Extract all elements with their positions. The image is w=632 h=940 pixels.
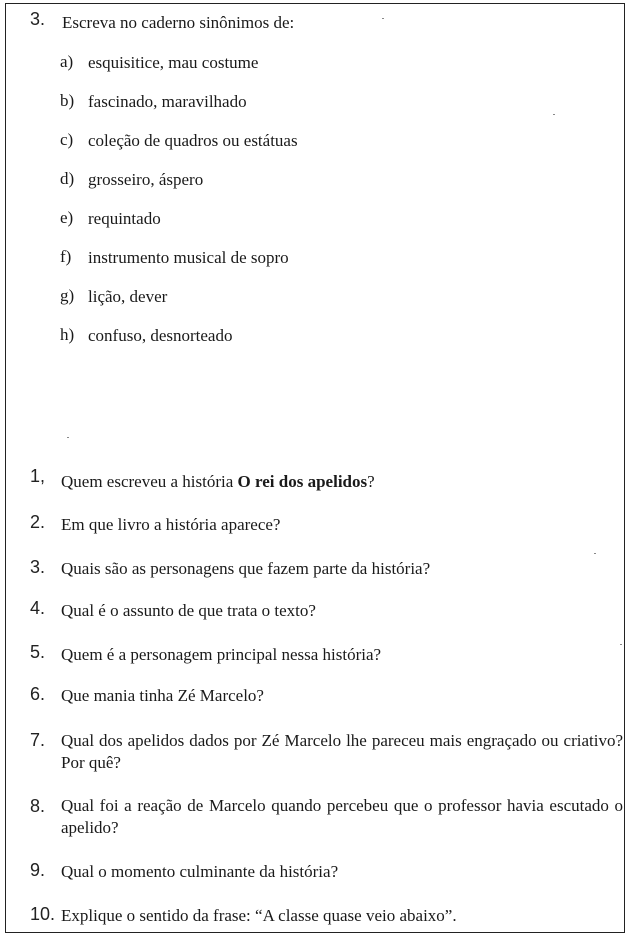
item-letter: d) xyxy=(60,169,75,188)
question-text: Em que livro a história aparece? xyxy=(61,515,281,534)
question-text: Qual é o assunto de que trata o texto? xyxy=(61,601,316,620)
question-number: 4. xyxy=(30,598,46,618)
question-number: 3. xyxy=(30,557,46,577)
item-text: esquisitice, mau costume xyxy=(88,53,259,72)
item-text: requintado xyxy=(88,209,161,228)
question-text: Qual dos apelidos dados por Zé Marcelo lhe pareceu mais engraçado ou criativo? Por quê? xyxy=(61,731,623,772)
item-text: fascinado, maravilhado xyxy=(88,92,247,111)
scan-speck xyxy=(620,644,622,645)
item-text: confuso, desnorteado xyxy=(88,326,233,345)
scan-speck xyxy=(594,553,596,554)
item-text: instrumento musical de sopro xyxy=(88,248,289,267)
item-text: lição, dever xyxy=(88,287,168,306)
question-text-part: Quem escreveu a história xyxy=(61,472,238,491)
item-text: grosseiro, áspero xyxy=(88,170,204,189)
question-number: 10. xyxy=(30,904,56,924)
question-text: Que mania tinha Zé Marcelo? xyxy=(61,686,264,705)
item-text: coleção de quadros ou estátuas xyxy=(88,131,298,150)
story-title: O rei dos apelidos xyxy=(237,472,368,491)
question-text: Quais são as personagens que fazem parte da história? xyxy=(61,559,431,578)
question-number: 5. xyxy=(30,642,46,662)
item-letter: a) xyxy=(60,52,74,71)
question-number: 8. xyxy=(30,796,46,816)
item-letter: h) xyxy=(60,325,75,344)
scan-speck xyxy=(67,437,69,438)
item-letter: c) xyxy=(60,130,74,149)
question-text-part: ? xyxy=(367,472,375,491)
question-text: Explique o sentido da frase: “A classe quase veio abaixo”. xyxy=(61,906,457,925)
question-number: 9. xyxy=(30,860,46,880)
exercise-number: 3. xyxy=(30,9,46,29)
question-text: Qual foi a reação de Marcelo quando percebeu que o professor havia escutado o apelido? xyxy=(61,796,623,837)
question-number: 2. xyxy=(30,512,46,532)
scan-speck xyxy=(553,114,555,115)
question-number: 1, xyxy=(30,466,46,486)
item-letter: f) xyxy=(60,247,72,266)
item-letter: b) xyxy=(60,91,75,110)
question-text: Qual o momento culminante da história? xyxy=(61,862,339,881)
question-number: 6. xyxy=(30,684,46,704)
exercise-title: Escreva no caderno sinônimos de: xyxy=(62,13,295,32)
question-text xyxy=(61,471,375,493)
question-number: 7. xyxy=(30,730,46,750)
item-letter: g) xyxy=(60,286,75,305)
item-letter: e) xyxy=(60,208,74,227)
question-text: Quem é a personagem principal nessa história? xyxy=(61,645,382,664)
scan-speck xyxy=(382,18,384,19)
